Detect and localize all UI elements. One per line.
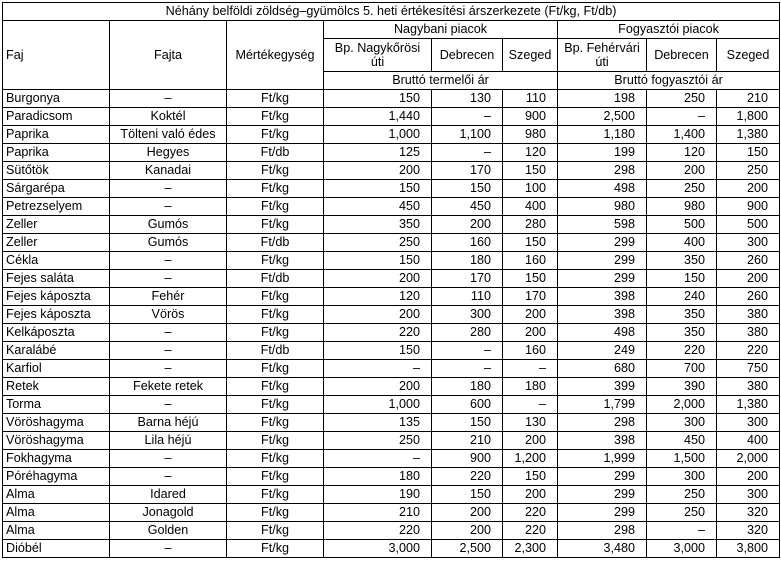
cell-mertekegyseg: Ft/db xyxy=(227,342,324,360)
header-mertekegyseg: Mértékegység xyxy=(227,21,324,90)
cell-fajta: – xyxy=(110,468,227,486)
cell-bp-fehervari: 299 xyxy=(558,234,647,252)
cell-debrecen-fogyasztoi: – xyxy=(647,522,717,540)
cell-faj: Karfiol xyxy=(3,360,110,378)
cell-mertekegyseg: Ft/kg xyxy=(227,468,324,486)
cell-mertekegyseg: Ft/kg xyxy=(227,504,324,522)
cell-debrecen-nagybani: 280 xyxy=(432,324,503,342)
cell-bp-nagykorosi: 1,000 xyxy=(324,126,432,144)
cell-faj: Sütőtök xyxy=(3,162,110,180)
table-row xyxy=(3,396,780,414)
cell-faj: Paprika xyxy=(3,144,110,162)
cell-bp-nagykorosi: 150 xyxy=(324,342,432,360)
cell-debrecen-nagybani: 170 xyxy=(432,270,503,288)
cell-mertekegyseg: Ft/kg xyxy=(227,324,324,342)
cell-faj: Karalábé xyxy=(3,342,110,360)
cell-szeged-nagybani: 1,200 xyxy=(503,450,558,468)
cell-szeged-fogyasztoi: 400 xyxy=(717,432,780,450)
cell-szeged-nagybani: 400 xyxy=(503,198,558,216)
cell-szeged-nagybani: 980 xyxy=(503,126,558,144)
table-row xyxy=(3,234,780,252)
cell-bp-nagykorosi: 125 xyxy=(324,144,432,162)
cell-debrecen-fogyasztoi: 450 xyxy=(647,432,717,450)
cell-szeged-nagybani: 200 xyxy=(503,486,558,504)
cell-szeged-fogyasztoi: 260 xyxy=(717,288,780,306)
cell-debrecen-fogyasztoi: 400 xyxy=(647,234,717,252)
cell-szeged-nagybani: 900 xyxy=(503,108,558,126)
cell-bp-nagykorosi: 1,440 xyxy=(324,108,432,126)
cell-fajta: Kanadai xyxy=(110,162,227,180)
cell-szeged-fogyasztoi: 380 xyxy=(717,306,780,324)
cell-debrecen-nagybani: 150 xyxy=(432,180,503,198)
table-row xyxy=(3,90,780,108)
cell-szeged-fogyasztoi: 260 xyxy=(717,252,780,270)
cell-bp-nagykorosi: 200 xyxy=(324,306,432,324)
cell-fajta: Gumós xyxy=(110,216,227,234)
cell-faj: Fejes káposzta xyxy=(3,306,110,324)
cell-debrecen-fogyasztoi: 240 xyxy=(647,288,717,306)
cell-debrecen-nagybani: 200 xyxy=(432,504,503,522)
cell-faj: Kelkáposzta xyxy=(3,324,110,342)
cell-bp-nagykorosi: 190 xyxy=(324,486,432,504)
header-fogyasztoi-piacok: Fogyasztói piacok xyxy=(558,21,780,39)
cell-bp-nagykorosi: 150 xyxy=(324,180,432,198)
cell-bp-nagykorosi: 180 xyxy=(324,468,432,486)
cell-fajta: Barna héjú xyxy=(110,414,227,432)
cell-mertekegyseg: Ft/kg xyxy=(227,180,324,198)
cell-szeged-fogyasztoi: 900 xyxy=(717,198,780,216)
table-row xyxy=(3,450,780,468)
cell-bp-nagykorosi: 200 xyxy=(324,270,432,288)
cell-mertekegyseg: Ft/kg xyxy=(227,90,324,108)
cell-debrecen-fogyasztoi: 350 xyxy=(647,324,717,342)
cell-bp-fehervari: 299 xyxy=(558,468,647,486)
cell-fajta: – xyxy=(110,252,227,270)
cell-szeged-nagybani: 200 xyxy=(503,324,558,342)
cell-szeged-fogyasztoi: 210 xyxy=(717,90,780,108)
cell-szeged-nagybani: 110 xyxy=(503,90,558,108)
cell-bp-nagykorosi: 220 xyxy=(324,522,432,540)
cell-mertekegyseg: Ft/kg xyxy=(227,396,324,414)
cell-bp-fehervari: 298 xyxy=(558,414,647,432)
cell-bp-nagykorosi: 135 xyxy=(324,414,432,432)
cell-szeged-nagybani: 200 xyxy=(503,432,558,450)
cell-mertekegyseg: Ft/kg xyxy=(227,378,324,396)
table-row xyxy=(3,324,780,342)
cell-mertekegyseg: Ft/db xyxy=(227,144,324,162)
cell-szeged-fogyasztoi: 320 xyxy=(717,522,780,540)
cell-szeged-nagybani: 120 xyxy=(503,144,558,162)
cell-szeged-fogyasztoi: 1,800 xyxy=(717,108,780,126)
cell-szeged-fogyasztoi: 220 xyxy=(717,342,780,360)
cell-bp-fehervari: 199 xyxy=(558,144,647,162)
cell-fajta: Fehér xyxy=(110,288,227,306)
table-row xyxy=(3,414,780,432)
table-row xyxy=(3,288,780,306)
cell-faj: Cékla xyxy=(3,252,110,270)
cell-fajta: – xyxy=(110,396,227,414)
cell-bp-fehervari: 299 xyxy=(558,252,647,270)
cell-szeged-nagybani: 160 xyxy=(503,342,558,360)
cell-szeged-fogyasztoi: 2,000 xyxy=(717,450,780,468)
cell-debrecen-fogyasztoi: 250 xyxy=(647,90,717,108)
cell-bp-fehervari: 299 xyxy=(558,504,647,522)
cell-debrecen-fogyasztoi: 220 xyxy=(647,342,717,360)
cell-szeged-nagybani: 180 xyxy=(503,378,558,396)
cell-debrecen-fogyasztoi: 3,000 xyxy=(647,540,717,558)
cell-bp-nagykorosi: 250 xyxy=(324,234,432,252)
cell-bp-nagykorosi: 200 xyxy=(324,162,432,180)
cell-debrecen-nagybani: 210 xyxy=(432,432,503,450)
cell-bp-fehervari: 298 xyxy=(558,522,647,540)
cell-mertekegyseg: Ft/db xyxy=(227,234,324,252)
cell-szeged-fogyasztoi: 300 xyxy=(717,234,780,252)
cell-fajta: – xyxy=(110,198,227,216)
cell-szeged-fogyasztoi: 1,380 xyxy=(717,126,780,144)
cell-faj: Póréhagyma xyxy=(3,468,110,486)
cell-bp-fehervari: 1,799 xyxy=(558,396,647,414)
cell-mertekegyseg: Ft/kg xyxy=(227,108,324,126)
cell-fajta: – xyxy=(110,270,227,288)
cell-debrecen-nagybani: 1,100 xyxy=(432,126,503,144)
cell-szeged-fogyasztoi: 200 xyxy=(717,468,780,486)
cell-debrecen-fogyasztoi: 390 xyxy=(647,378,717,396)
cell-fajta: – xyxy=(110,342,227,360)
table-row xyxy=(3,522,780,540)
cell-bp-fehervari: 398 xyxy=(558,288,647,306)
cell-faj: Fejes saláta xyxy=(3,270,110,288)
cell-debrecen-fogyasztoi: 500 xyxy=(647,216,717,234)
cell-debrecen-fogyasztoi: 1,500 xyxy=(647,450,717,468)
cell-bp-fehervari: 298 xyxy=(558,162,647,180)
cell-faj: Vöröshagyma xyxy=(3,414,110,432)
cell-bp-nagykorosi: 1,000 xyxy=(324,396,432,414)
cell-szeged-nagybani: 130 xyxy=(503,414,558,432)
cell-debrecen-nagybani: – xyxy=(432,144,503,162)
table-row xyxy=(3,486,780,504)
cell-fajta: – xyxy=(110,324,227,342)
cell-fajta: Hegyes xyxy=(110,144,227,162)
cell-faj: Vöröshagyma xyxy=(3,432,110,450)
cell-debrecen-fogyasztoi: 250 xyxy=(647,486,717,504)
cell-mertekegyseg: Ft/kg xyxy=(227,288,324,306)
cell-mertekegyseg: Ft/kg xyxy=(227,126,324,144)
cell-mertekegyseg: Ft/kg xyxy=(227,450,324,468)
cell-mertekegyseg: Ft/kg xyxy=(227,432,324,450)
cell-szeged-nagybani: 200 xyxy=(503,306,558,324)
cell-debrecen-fogyasztoi: 200 xyxy=(647,162,717,180)
cell-faj: Paprika xyxy=(3,126,110,144)
cell-faj: Retek xyxy=(3,378,110,396)
cell-debrecen-fogyasztoi: 2,000 xyxy=(647,396,717,414)
cell-faj: Zeller xyxy=(3,216,110,234)
table-row xyxy=(3,270,780,288)
cell-bp-fehervari: 2,500 xyxy=(558,108,647,126)
table-title: Néhány belföldi zöldség–gyümölcs 5. heti értékesítési árszerkezete (Ft/kg, Ft/db) xyxy=(3,3,780,21)
cell-mertekegyseg: Ft/kg xyxy=(227,306,324,324)
header-nagybani-piacok: Nagybani piacok xyxy=(324,21,558,39)
cell-szeged-nagybani: – xyxy=(503,360,558,378)
table-row xyxy=(3,378,780,396)
cell-debrecen-nagybani: 130 xyxy=(432,90,503,108)
cell-debrecen-fogyasztoi: 980 xyxy=(647,198,717,216)
header-debrecen-nagybani: Debrecen xyxy=(432,39,503,72)
cell-faj: Fejes káposzta xyxy=(3,288,110,306)
cell-debrecen-nagybani: 180 xyxy=(432,252,503,270)
cell-debrecen-fogyasztoi: 250 xyxy=(647,180,717,198)
header-fajta: Fajta xyxy=(110,21,227,90)
cell-debrecen-fogyasztoi: 700 xyxy=(647,360,717,378)
header-szeged-fogyasztoi: Szeged xyxy=(717,39,780,72)
cell-debrecen-nagybani: – xyxy=(432,360,503,378)
cell-bp-nagykorosi: – xyxy=(324,450,432,468)
cell-mertekegyseg: Ft/kg xyxy=(227,216,324,234)
cell-faj: Burgonya xyxy=(3,90,110,108)
cell-fajta: – xyxy=(110,450,227,468)
cell-szeged-fogyasztoi: 1,380 xyxy=(717,396,780,414)
cell-faj: Zeller xyxy=(3,234,110,252)
cell-szeged-fogyasztoi: 300 xyxy=(717,486,780,504)
table-row xyxy=(3,180,780,198)
cell-debrecen-fogyasztoi: – xyxy=(647,108,717,126)
cell-szeged-nagybani: 150 xyxy=(503,234,558,252)
cell-szeged-nagybani: 150 xyxy=(503,468,558,486)
cell-szeged-fogyasztoi: 250 xyxy=(717,162,780,180)
cell-faj: Sárgarépa xyxy=(3,180,110,198)
cell-debrecen-fogyasztoi: 300 xyxy=(647,414,717,432)
cell-faj: Dióbél xyxy=(3,540,110,558)
cell-bp-fehervari: 249 xyxy=(558,342,647,360)
cell-bp-fehervari: 1,999 xyxy=(558,450,647,468)
cell-debrecen-fogyasztoi: 250 xyxy=(647,504,717,522)
cell-faj: Paradicsom xyxy=(3,108,110,126)
cell-faj: Torma xyxy=(3,396,110,414)
cell-debrecen-nagybani: 150 xyxy=(432,486,503,504)
cell-bp-fehervari: 299 xyxy=(558,270,647,288)
cell-szeged-fogyasztoi: 200 xyxy=(717,180,780,198)
cell-bp-nagykorosi: – xyxy=(324,360,432,378)
cell-fajta: Tölteni való édes xyxy=(110,126,227,144)
header-bp-nagykorosi: Bp. Nagykőrösi úti xyxy=(324,39,432,72)
header-brutto-fogyasztoi: Bruttó fogyasztói ár xyxy=(558,72,780,90)
cell-szeged-nagybani: 100 xyxy=(503,180,558,198)
cell-bp-nagykorosi: 250 xyxy=(324,432,432,450)
cell-mertekegyseg: Ft/kg xyxy=(227,360,324,378)
cell-debrecen-nagybani: 160 xyxy=(432,234,503,252)
cell-szeged-nagybani: 160 xyxy=(503,252,558,270)
cell-fajta: – xyxy=(110,90,227,108)
cell-szeged-nagybani: 2,300 xyxy=(503,540,558,558)
cell-bp-fehervari: 399 xyxy=(558,378,647,396)
header-faj: Faj xyxy=(3,21,110,90)
cell-szeged-nagybani: 150 xyxy=(503,270,558,288)
cell-szeged-fogyasztoi: 380 xyxy=(717,324,780,342)
cell-mertekegyseg: Ft/kg xyxy=(227,252,324,270)
cell-szeged-fogyasztoi: 500 xyxy=(717,216,780,234)
cell-fajta: Koktél xyxy=(110,108,227,126)
header-brutto-termeloi: Bruttó termelői ár xyxy=(324,72,558,90)
cell-faj: Alma xyxy=(3,486,110,504)
cell-szeged-nagybani: 280 xyxy=(503,216,558,234)
cell-bp-fehervari: 980 xyxy=(558,198,647,216)
cell-bp-nagykorosi: 150 xyxy=(324,90,432,108)
cell-debrecen-fogyasztoi: 1,400 xyxy=(647,126,717,144)
table-row xyxy=(3,252,780,270)
table-row xyxy=(3,216,780,234)
cell-fajta: Vörös xyxy=(110,306,227,324)
cell-faj: Alma xyxy=(3,504,110,522)
cell-bp-nagykorosi: 150 xyxy=(324,252,432,270)
cell-debrecen-fogyasztoi: 120 xyxy=(647,144,717,162)
cell-debrecen-nagybani: 150 xyxy=(432,414,503,432)
cell-mertekegyseg: Ft/kg xyxy=(227,162,324,180)
cell-faj: Fokhagyma xyxy=(3,450,110,468)
cell-bp-nagykorosi: 200 xyxy=(324,378,432,396)
table-row xyxy=(3,144,780,162)
cell-fajta: – xyxy=(110,540,227,558)
cell-fajta: – xyxy=(110,360,227,378)
cell-debrecen-nagybani: 170 xyxy=(432,162,503,180)
cell-bp-nagykorosi: 120 xyxy=(324,288,432,306)
cell-bp-nagykorosi: 450 xyxy=(324,198,432,216)
cell-szeged-nagybani: 220 xyxy=(503,522,558,540)
cell-debrecen-nagybani: 600 xyxy=(432,396,503,414)
table-row xyxy=(3,360,780,378)
table-row xyxy=(3,432,780,450)
cell-bp-fehervari: 198 xyxy=(558,90,647,108)
cell-fajta: Lila héjú xyxy=(110,432,227,450)
table-row xyxy=(3,540,780,558)
header-bp-fehervari: Bp. Fehérvári úti xyxy=(558,39,647,72)
cell-szeged-fogyasztoi: 380 xyxy=(717,378,780,396)
cell-bp-nagykorosi: 220 xyxy=(324,324,432,342)
header-debrecen-fogyasztoi: Debrecen xyxy=(647,39,717,72)
table-row xyxy=(3,198,780,216)
cell-debrecen-nagybani: 200 xyxy=(432,216,503,234)
cell-mertekegyseg: Ft/kg xyxy=(227,486,324,504)
cell-szeged-fogyasztoi: 320 xyxy=(717,504,780,522)
cell-bp-fehervari: 398 xyxy=(558,432,647,450)
cell-fajta: Gumós xyxy=(110,234,227,252)
cell-debrecen-nagybani: – xyxy=(432,108,503,126)
cell-mertekegyseg: Ft/kg xyxy=(227,414,324,432)
cell-debrecen-nagybani: – xyxy=(432,342,503,360)
cell-mertekegyseg: Ft/kg xyxy=(227,198,324,216)
cell-mertekegyseg: Ft/db xyxy=(227,270,324,288)
cell-faj: Petrezselyem xyxy=(3,198,110,216)
cell-mertekegyseg: Ft/kg xyxy=(227,522,324,540)
cell-debrecen-fogyasztoi: 150 xyxy=(647,270,717,288)
cell-szeged-fogyasztoi: 750 xyxy=(717,360,780,378)
cell-debrecen-nagybani: 220 xyxy=(432,468,503,486)
cell-bp-fehervari: 3,480 xyxy=(558,540,647,558)
cell-bp-fehervari: 680 xyxy=(558,360,647,378)
table-row xyxy=(3,126,780,144)
cell-bp-nagykorosi: 3,000 xyxy=(324,540,432,558)
table-row xyxy=(3,504,780,522)
cell-szeged-fogyasztoi: 150 xyxy=(717,144,780,162)
cell-fajta: Golden xyxy=(110,522,227,540)
cell-debrecen-nagybani: 110 xyxy=(432,288,503,306)
cell-bp-fehervari: 598 xyxy=(558,216,647,234)
price-table xyxy=(2,2,780,558)
cell-debrecen-nagybani: 300 xyxy=(432,306,503,324)
cell-fajta: – xyxy=(110,180,227,198)
cell-debrecen-nagybani: 2,500 xyxy=(432,540,503,558)
cell-debrecen-nagybani: 450 xyxy=(432,198,503,216)
cell-szeged-nagybani: 150 xyxy=(503,162,558,180)
cell-faj: Alma xyxy=(3,522,110,540)
cell-szeged-fogyasztoi: 200 xyxy=(717,270,780,288)
cell-szeged-nagybani: – xyxy=(503,396,558,414)
table-row xyxy=(3,306,780,324)
cell-bp-fehervari: 1,180 xyxy=(558,126,647,144)
cell-debrecen-nagybani: 900 xyxy=(432,450,503,468)
cell-debrecen-fogyasztoi: 350 xyxy=(647,306,717,324)
cell-szeged-nagybani: 170 xyxy=(503,288,558,306)
cell-bp-nagykorosi: 350 xyxy=(324,216,432,234)
cell-debrecen-fogyasztoi: 350 xyxy=(647,252,717,270)
cell-debrecen-fogyasztoi: 300 xyxy=(647,468,717,486)
cell-bp-nagykorosi: 210 xyxy=(324,504,432,522)
table-row xyxy=(3,468,780,486)
table-row xyxy=(3,108,780,126)
cell-bp-fehervari: 299 xyxy=(558,486,647,504)
cell-mertekegyseg: Ft/kg xyxy=(227,540,324,558)
cell-debrecen-nagybani: 200 xyxy=(432,522,503,540)
cell-fajta: Fekete retek xyxy=(110,378,227,396)
cell-szeged-fogyasztoi: 3,800 xyxy=(717,540,780,558)
table-row xyxy=(3,162,780,180)
cell-fajta: Jonagold xyxy=(110,504,227,522)
cell-bp-fehervari: 498 xyxy=(558,180,647,198)
cell-szeged-nagybani: 220 xyxy=(503,504,558,522)
cell-bp-fehervari: 498 xyxy=(558,324,647,342)
cell-debrecen-nagybani: 180 xyxy=(432,378,503,396)
cell-bp-fehervari: 398 xyxy=(558,306,647,324)
cell-szeged-fogyasztoi: 300 xyxy=(717,414,780,432)
table-row xyxy=(3,342,780,360)
cell-fajta: Idared xyxy=(110,486,227,504)
header-szeged-nagybani: Szeged xyxy=(503,39,558,72)
